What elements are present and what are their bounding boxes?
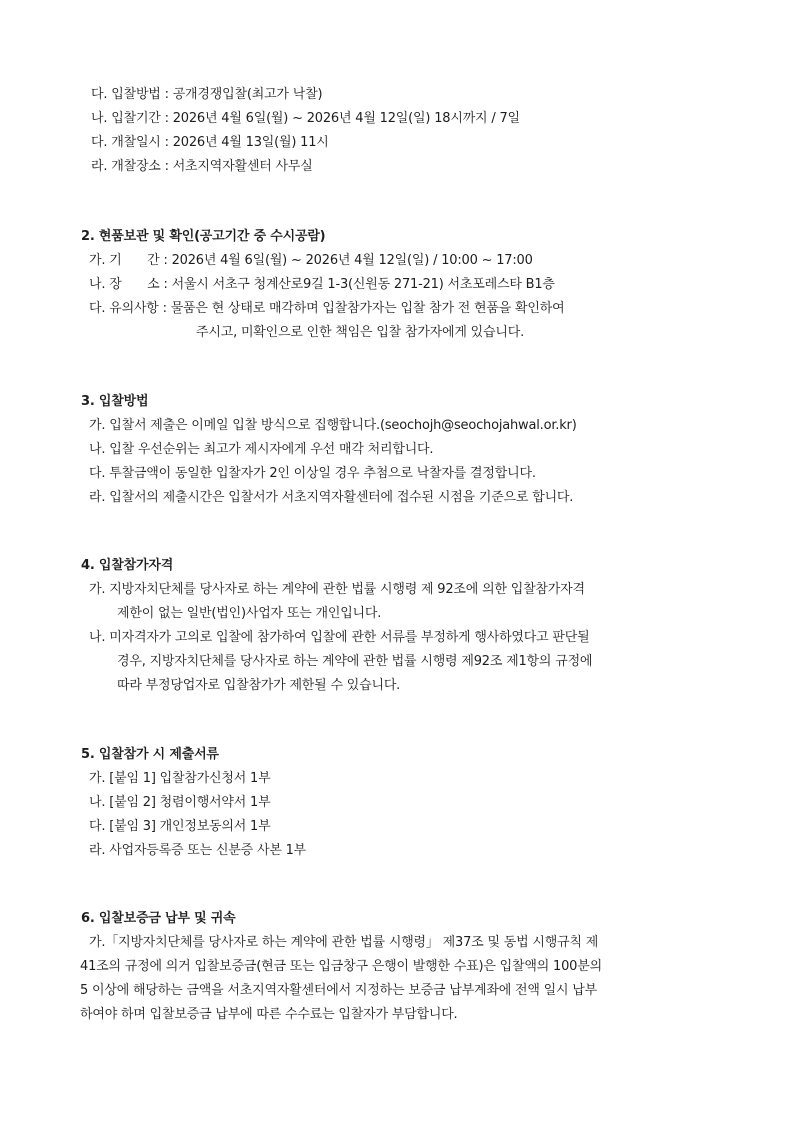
eligibility-item-1-line-1: 가. 지방자치단체를 당사자로 하는 계약에 관한 법률 시행령 제 92조에 의한 입찰참가자격 (89, 582, 585, 597)
required-doc-2: 나. [붙임 2] 청렴이행서약서 1부 (89, 795, 271, 810)
deposit-line-2: 41조의 규정에 의거 입찰보증금(현금 또는 입금창구 은행이 발행한 수표)은 입찰액의 100분의 (80, 959, 602, 974)
storage-period-line: 가. 기 간 : 2026년 4월 6일(월) ~ 2026년 4월 12일(일) / 10:00 ~ 17:00 (89, 253, 533, 268)
required-doc-1: 가. [붙임 1] 입찰참가신청서 1부 (89, 771, 271, 786)
section-6-heading: 6. 입찰보증금 납부 및 귀속 (81, 911, 236, 926)
deposit-line-4: 하여야 하며 입찰보증금 납부에 따른 수수료는 입찰자가 부담합니다. (80, 1007, 458, 1022)
opening-datetime-line: 다. 개찰일시 : 2026년 4월 13일(월) 11시 (91, 135, 329, 150)
bid-period-line: 나. 입찰기간 : 2026년 4월 6일(월) ~ 2026년 4월 12일(일) 18시까지 / 7일 (91, 111, 520, 126)
bid-method-item-1: 가. 입찰서 제출은 이메일 입찰 방식으로 집행합니다.(seochojh@seochojahwal.or.kr) (89, 418, 577, 433)
bid-method-line: 다. 입찰방법 : 공개경쟁입찰(최고가 낙찰) (91, 87, 323, 102)
section-2-heading: 2. 현품보관 및 확인(공고기간 중 수시공람) (81, 229, 326, 244)
bid-method-item-4: 라. 입찰서의 제출시간은 입찰서가 서초지역자활센터에 접수된 시점을 기준으로 합니다. (89, 490, 574, 505)
eligibility-item-2-line-1: 나. 미자격자가 고의로 입찰에 참가하여 입찰에 관한 서류를 부정하게 행사하였다고 판단될 (89, 630, 590, 645)
section-4-heading: 4. 입찰참가자격 (81, 558, 174, 573)
eligibility-item-2-line-3: 따라 부정당업자로 입찰참가가 제한될 수 있습니다. (117, 678, 401, 693)
eligibility-item-1-line-2: 제한이 없는 일반(법인)사업자 또는 개인입니다. (117, 606, 382, 621)
section-5-heading: 5. 입찰참가 시 제출서류 (81, 747, 219, 762)
notice-line-1: 다. 유의사항 : 물품은 현 상태로 매각하며 입찰참가자는 입찰 참가 전 현품을 확인하여 (89, 301, 565, 316)
deposit-line-3: 5 이상에 해당하는 금액을 서초지역자활센터에서 지정하는 보증금 납부계좌에 전액 일시 납부 (80, 983, 597, 998)
opening-place-line: 라. 개찰장소 : 서초지역자활센터 사무실 (91, 159, 313, 174)
eligibility-item-2-line-2: 경우, 지방자치단체를 당사자로 하는 계약에 관한 법률 시행령 제92조 제1항의 규정에 (117, 654, 593, 669)
required-doc-4: 라. 사업자등록증 또는 신분증 사본 1부 (89, 843, 307, 858)
bid-method-item-3: 다. 투찰금액이 동일한 입찰자가 2인 이상일 경우 추첨으로 낙찰자를 결정합니다. (89, 466, 536, 481)
required-doc-3: 다. [붙임 3] 개인정보동의서 1부 (89, 819, 271, 834)
notice-line-2: 주시고, 미확인으로 인한 책임은 입찰 참가자에게 있습니다. (196, 325, 525, 340)
section-3-heading: 3. 입찰방법 (81, 394, 149, 409)
storage-location-line: 나. 장 소 : 서울시 서초구 청계산로9길 1-3(신원동 271-21) 서초포레스타 B1층 (89, 277, 555, 292)
bid-method-item-2: 나. 입찰 우선순위는 최고가 제시자에게 우선 매각 처리합니다. (89, 442, 434, 457)
deposit-line-1: 가.「지방자치단체를 당사자로 하는 계약에 관한 법률 시행령」 제37조 및 동법 시행규칙 제 (89, 935, 599, 950)
